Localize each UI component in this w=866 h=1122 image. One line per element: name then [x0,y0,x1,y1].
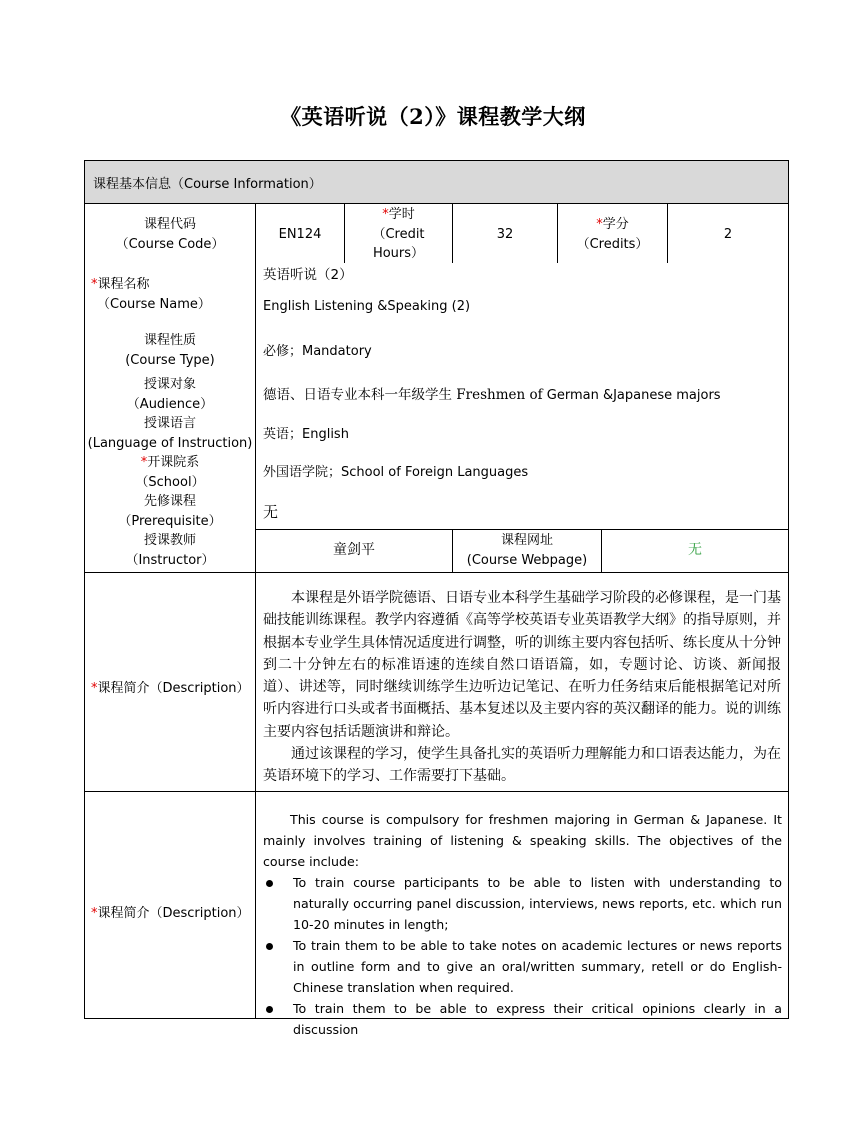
instructor-value: 童剑平 [333,541,375,558]
list-item: To train course participants to be able to listen with understanding to naturally occurring panel discussion, interviews, news reports, etc. which run 10-20 minutes in length; [263,872,782,935]
bullet-icon [266,943,273,950]
audience-value: 德语、日语专业本科一年级学生 Freshmen of German &Japanese majors [263,387,721,403]
description-zh: 本课程是外语学院德语、日语专业本科学生基础学习阶段的必修课程，是一门基础技能训练课程。教学内容遵循《高等学校英语专业英语教学大纲》的指导原则，并根据本专业学生具体情况适度进行调整，听的训练主要内容包括听、练长度从十分钟到二十分钟左右的标准语速的连续自然口语语篇，如，专题讨论、访谈、新闻报道）、讲述等，同时继续训练学生边听边记笔记、在听力任务结束后能根据笔记对所听内容进行口头或者书面概括、基本复述以及主要内容的英汉翻译的能力。说的训练主要内容包括话题演讲和辩论。 通过该课程的学习，使学生具备扎实的英语听力理解能力和口语表达能力，为在英语环境下的学习、工作需要打下基础。 [263,590,781,785]
prerequisite-label: 先修课程 （Prerequisite） [118,494,222,529]
webpage-value: 无 [688,541,702,558]
bullet-icon [266,1006,273,1013]
language-label: 授课语言 (Language of Instruction) [87,416,253,451]
list-item: To train them to be able to express their critical opinions clearly in a discussion [263,998,782,1040]
course-type-value: 必修；Mandatory [263,344,372,359]
course-name-zh: 英语听说（2） [263,267,353,283]
section-header: 课程基本信息（Course Information） [85,161,788,204]
school-label: *开课院系 （School） [135,455,205,490]
course-info-table [84,160,789,1037]
instructor-label: 授课教师 （Instructor） [125,533,215,568]
audience-label: 授课对象 （Audience） [126,377,214,412]
list-item: To train them to be able to take notes on academic lectures or news reports in outline form and to give an oral/written summary, retell or do English-Chinese translation when required. [263,935,782,998]
description-en: This course is compulsory for freshmen majoring in German & Japanese. It mainly involves training of listening & speaking skills. The objectives of the course include: To train course participants to be able to listen with understanding to naturally occurring panel discussion, interviews, news reports, etc. which run 10-20 minutes in length; To train them to be able to take notes on academic lectures or news reports in outline form and to give an oral/written summary, retell or do English-Chinese translation when required. To train them to be able to express their critical opinions clearly in a discussion [263,809,782,1040]
credit-hours-value: 32 [496,226,514,242]
course-code-value: EN124 [278,226,322,242]
description-label: *课程简介（Description） [91,681,250,696]
prerequisite-value: 无 [263,503,279,521]
row-divider [85,791,788,792]
language-value: 英语；English [263,427,349,442]
credit-hours-label: *学时 （Credit Hours） [372,207,425,262]
page-title: 《英语听说（2）》课程教学大纲 [280,104,586,129]
course-type-label: 课程性质 (Course Type) [125,333,215,368]
row-divider [85,572,788,573]
credits-label: *学分 （Credits） [576,217,649,252]
course-name-label: *课程名称 （Course Name） [91,277,211,312]
course-name-en: English Listening &Speaking (2) [263,299,471,314]
webpage-label: 课程网址 (Course Webpage) [466,533,588,568]
course-code-label: 课程代码 （Course Code） [115,217,225,252]
column-divider [255,204,256,1018]
description-label-en: *课程简介（Description） [91,906,250,921]
bullet-icon [266,880,273,887]
credits-value: 2 [723,226,733,242]
objectives-list [263,872,782,1040]
school-value: 外国语学院；School of Foreign Languages [263,465,529,480]
